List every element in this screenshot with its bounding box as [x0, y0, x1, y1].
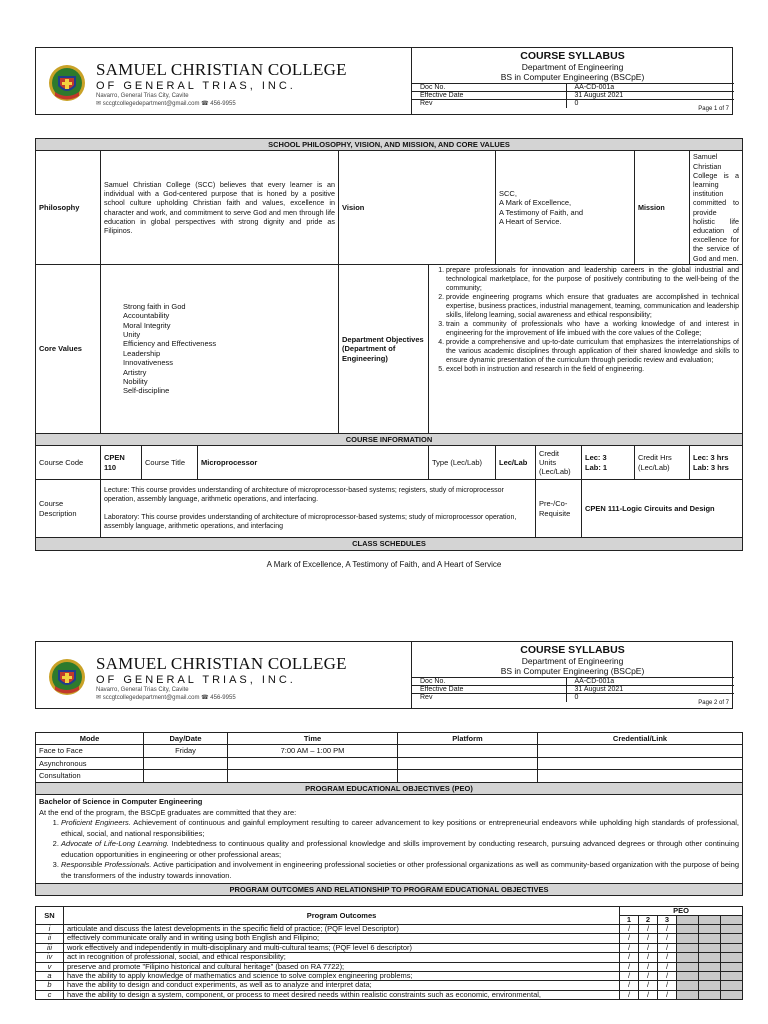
- blank-cell: [677, 916, 699, 925]
- effective-date-label: Effective Date: [412, 92, 566, 100]
- page-number: Page 2 of 7: [698, 700, 729, 706]
- program-name: BS in Computer Engineering (BSCpE): [500, 72, 645, 82]
- blank-cell: [677, 972, 699, 981]
- outcomes-table: [35, 906, 743, 1000]
- outcome-sn: b: [36, 981, 64, 990]
- peo-content: [36, 795, 743, 884]
- credit-units-lec: Lec: 3: [585, 453, 607, 463]
- course-code-label: Course Code: [36, 446, 101, 480]
- blank-cell: [721, 925, 743, 934]
- schedule-link: [538, 745, 743, 757]
- blank-cell: [721, 981, 743, 990]
- outcome-sn: v: [36, 962, 64, 971]
- effective-date-value: 31 August 2021: [566, 686, 734, 694]
- peo-mark: /: [620, 953, 639, 962]
- credit-units-lab: Lab: 1: [585, 462, 608, 472]
- philosophy-table: [35, 138, 743, 551]
- peo-program: Bachelor of Science in Computer Engineering: [39, 797, 203, 807]
- dept-objective: 5. excel both in instruction and research in the field of engineering.: [446, 365, 739, 374]
- outcomes-title: PROGRAM OUTCOMES AND RELATIONSHIP TO PROGRAM EDUCATIONAL OBJECTIVES: [36, 884, 743, 896]
- schedule-header: Time: [228, 733, 398, 745]
- table-row: [36, 990, 743, 999]
- rev-value: 0: [566, 694, 734, 702]
- course-description-label: Course Description: [36, 480, 101, 538]
- peo-item: [61, 860, 739, 881]
- blank-cell: [699, 934, 721, 943]
- course-title-label: Course Title: [142, 446, 198, 480]
- type-label: Type (Lec/Lab): [429, 446, 496, 480]
- peo-mark: /: [658, 962, 677, 971]
- peo-text: Active participation and involvement in engineering professional societies or other professional organizations as well as community-based organization with the purpose of being the transformers of the industry towards innovation.: [61, 860, 739, 880]
- peo-mark: /: [639, 953, 658, 962]
- peo-mark: /: [620, 972, 639, 981]
- department-name: Department of Engineering: [521, 656, 624, 666]
- type-value: Lec/Lab: [496, 446, 536, 480]
- doc-no-label: Doc No.: [412, 678, 566, 686]
- blank-cell: [699, 943, 721, 952]
- peo-mark: /: [620, 925, 639, 934]
- vision-line: A Mark of Excellence,: [499, 198, 572, 208]
- outcome-text: effectively communicate orally and in writing using both English and Filipino;: [64, 934, 620, 943]
- schedule-day: [144, 770, 228, 782]
- program-name: BS in Computer Engineering (BSCpE): [500, 666, 645, 676]
- core-value: Efficiency and Effectiveness: [123, 339, 217, 349]
- peo-mark: /: [620, 981, 639, 990]
- outcome-text: act in recognition of professional, social, and ethical responsibility;: [64, 953, 620, 962]
- schedule-mode: Asynchronous: [36, 757, 144, 769]
- rev-label: Rev: [412, 100, 566, 108]
- outcome-text: have the ability to apply knowledge of mathematics and science to solve complex engineering problems;: [64, 972, 620, 981]
- schedule-time: 7:00 AM – 1:00 PM: [228, 745, 398, 757]
- outcome-sn: a: [36, 972, 64, 981]
- peo-mark: /: [658, 972, 677, 981]
- peo-mark: /: [620, 990, 639, 999]
- blank-cell: [677, 934, 699, 943]
- blank-cell: [721, 972, 743, 981]
- blank-cell: [677, 990, 699, 999]
- blank-cell: [699, 916, 721, 925]
- blank-cell: [699, 953, 721, 962]
- table-row: [36, 770, 743, 782]
- peo-mark: /: [658, 990, 677, 999]
- blank-cell: [699, 972, 721, 981]
- peo-mark: /: [639, 972, 658, 981]
- course-info-title: COURSE INFORMATION: [36, 433, 743, 445]
- schedule-time: [228, 770, 398, 782]
- footer-motto: A Mark of Excellence, A Testimony of Faith, and A Heart of Service: [266, 560, 502, 569]
- vision-line: A Testimony of Faith, and: [499, 207, 584, 217]
- description-lab: Laboratory: This course provides understanding of architecture of microprocessor-based systems; study of microprocessor operation, assembly language, arithmetic operations, and interfacing: [104, 514, 517, 531]
- outcome-text: articulate and discuss the latest developments in the specific field of practice; (PQF level Descriptor): [64, 925, 620, 934]
- core-values-list: [101, 264, 339, 433]
- blank-cell: [721, 943, 743, 952]
- core-value: Nobility: [123, 377, 148, 387]
- course-title-value: Microprocessor: [198, 446, 429, 480]
- schedule-day: Friday: [144, 745, 228, 757]
- peo-mark: /: [658, 925, 677, 934]
- schedule-platform: [398, 745, 538, 757]
- philosophy-text: Samuel Christian College (SCC) believes that every learner is an individual with a God-centered purpose that is honed by a positive school culture upholding Christian faith and values, excellence in character and work, and commitment to serve God and men through life education in global perspectives with strong dignity and pride as Filipinos.: [101, 151, 339, 264]
- department-name: Department of Engineering: [521, 62, 624, 72]
- table-row: [36, 981, 743, 990]
- blank-cell: [677, 925, 699, 934]
- blank-cell: [721, 990, 743, 999]
- outcome-text: have the ability to design a system, component, or process to meet desired needs within realistic constraints such as economic, environmental,: [64, 990, 620, 999]
- blank-cell: [699, 990, 721, 999]
- mission-text: Samuel Christian College is a learning institution committed to provide holistic life education of excellence for the service of God and men.: [690, 151, 743, 264]
- schedule-link: [538, 770, 743, 782]
- outcome-sn: ii: [36, 934, 64, 943]
- peo-mark: /: [658, 934, 677, 943]
- credit-hrs-label: Credit Hrs (Lec/Lab): [635, 446, 690, 480]
- college-name: SAMUEL CHRISTIAN COLLEGE: [96, 654, 347, 673]
- college-contact: ✉ sccgtcollegedepartment@gmail.com ☎ 456-9955: [96, 101, 236, 107]
- outcome-sn: iv: [36, 953, 64, 962]
- doc-no-label: Doc No.: [412, 84, 566, 92]
- philosophy-section-title: SCHOOL PHILOSOPHY, VISION, AND MISSION, AND CORE VALUES: [36, 139, 743, 151]
- core-value: Self-discipline: [123, 386, 170, 396]
- dept-objective: 1. prepare professionals for innovation and leadership careers in the global industrial and technological marketplace, for the purpose of positively contributing to the well-being of the community;: [446, 266, 739, 293]
- outcome-sn: iii: [36, 943, 64, 952]
- page-number: Page 1 of 7: [698, 106, 729, 112]
- peo-mark: /: [620, 943, 639, 952]
- core-values-label: Core Values: [36, 264, 101, 433]
- course-description: [101, 480, 536, 538]
- peo-mark: /: [620, 962, 639, 971]
- schedule-header: Credential/Link: [538, 733, 743, 745]
- syllabus-title: COURSE SYLLABUS: [520, 50, 625, 62]
- peo-mark: /: [639, 981, 658, 990]
- outcome-text: have the ability to design and conduct experiments, as well as to analyze and interpret data;: [64, 981, 620, 990]
- core-value: Unity: [123, 330, 141, 340]
- schedule-mode: Consultation: [36, 770, 144, 782]
- peo-mark: /: [639, 925, 658, 934]
- page2-header: [35, 641, 733, 709]
- dept-objective: 3. train a community of professionals who have a working knowledge of and interest in engineering for the improvement of life imbued with the core values of the College;: [446, 320, 739, 338]
- outcome-sn: c: [36, 990, 64, 999]
- schedule-link: [538, 757, 743, 769]
- peo-col-header: 3: [658, 916, 677, 925]
- college-subtitle: OF GENERAL TRIAS, INC.: [96, 674, 296, 686]
- class-schedules-title: CLASS SCHEDULES: [36, 538, 743, 550]
- doc-no-value: AA-CD-001a: [566, 84, 734, 92]
- blank-cell: [699, 981, 721, 990]
- vision-line: SCC,: [499, 188, 517, 198]
- course-code-value: CPEN 110: [101, 446, 142, 480]
- credit-hrs-lab: Lab: 3 hrs: [693, 462, 729, 472]
- table-row: [36, 757, 743, 769]
- schedule-header: Platform: [398, 733, 538, 745]
- college-seal-icon: [48, 62, 86, 104]
- peo-text: Achievement of continuous and gainful employment resulting to career advancement to key positions or entrepreneurial endeavors while upholding high standards of professional, ethical, social, and national responsibilities;: [61, 818, 740, 838]
- college-address: Navarro, General Trias City, Cavite: [96, 687, 189, 693]
- syllabus-title: COURSE SYLLABUS: [520, 644, 625, 656]
- schedule-header: Day/Date: [144, 733, 228, 745]
- peo-col-header: 1: [620, 916, 639, 925]
- prerequisite-label: Pre-/Co-Requisite: [536, 480, 582, 538]
- college-seal-icon: [48, 656, 86, 698]
- blank-cell: [677, 953, 699, 962]
- prerequisite-value: CPEN 111-Logic Circuits and Design: [582, 480, 743, 538]
- blank-cell: [677, 943, 699, 952]
- peo-term: Advocate of Life-Long Learning.: [61, 839, 169, 849]
- blank-cell: [721, 934, 743, 943]
- schedule-header: Mode: [36, 733, 144, 745]
- vision-line: A Heart of Service.: [499, 217, 562, 227]
- table-row: [36, 745, 743, 757]
- peo-mark: /: [639, 934, 658, 943]
- credit-hrs-value: [690, 446, 743, 480]
- peo-mark: /: [639, 990, 658, 999]
- blank-cell: [721, 953, 743, 962]
- core-value: Moral Integrity: [123, 320, 171, 330]
- doc-no-value: AA-CD-001a: [566, 678, 734, 686]
- core-value: Innovativeness: [123, 358, 174, 368]
- doc-meta-table: [412, 677, 734, 702]
- syllabus-header-block: [411, 48, 733, 114]
- blank-cell: [699, 925, 721, 934]
- schedule-platform: [398, 757, 538, 769]
- rev-value: 0: [566, 100, 734, 108]
- peo-item: [61, 818, 739, 839]
- program-outcomes-header: Program Outcomes: [64, 907, 620, 925]
- peo-text: Indebtedness to continuous quality and professional knowledge and skills improvement by conducting research, pursuing advanced degrees or through other continuing education opportunities in engineering or other professional areas;: [61, 839, 739, 859]
- peo-term: Responsible Professionals.: [61, 860, 152, 870]
- core-value: Strong faith in God: [123, 301, 186, 311]
- peo-col-header: 2: [639, 916, 658, 925]
- schedule-time: [228, 757, 398, 769]
- blank-cell: [677, 981, 699, 990]
- schedule-mode: Face to Face: [36, 745, 144, 757]
- outcome-text: work effectively and independently in multi-disciplinary and multi-cultural teams; (PQF level 6 descriptor): [64, 943, 620, 952]
- outcome-text: preserve and promote "Filipino historical and cultural heritage" (based on RA 7722);: [64, 962, 620, 971]
- core-value: Leadership: [123, 348, 161, 358]
- credit-units-value: [582, 446, 635, 480]
- peo-term: Proficient Engineers.: [61, 818, 131, 828]
- rev-label: Rev: [412, 694, 566, 702]
- blank-cell: [721, 962, 743, 971]
- peo-mark: /: [639, 962, 658, 971]
- peo-title: PROGRAM EDUCATIONAL OBJECTIVES (PEO): [36, 782, 743, 794]
- core-value: Artistry: [123, 367, 147, 377]
- philosophy-label: Philosophy: [36, 151, 101, 264]
- peo-intro: At the end of the program, the BSCpE graduates are committed that they are:: [39, 807, 297, 817]
- schedule-day: [144, 757, 228, 769]
- vision-text: [496, 151, 635, 264]
- dept-objective: 2. provide engineering programs which ensure that graduates are accomplished in technical expertise, business practices, industrial management, teaming, communication and leadership skills, lifelong learning, social awareness and ethical responsibility;: [446, 293, 739, 320]
- blank-cell: [721, 916, 743, 925]
- effective-date-label: Effective Date: [412, 686, 566, 694]
- outcome-sn: i: [36, 925, 64, 934]
- description-lecture: Lecture: This course provides understanding of architecture of microprocessor-based systems; registers, study of microprocessor operation, assembly language, arithmetic operations, and interfacing.: [104, 487, 504, 504]
- blank-cell: [699, 962, 721, 971]
- vision-label: Vision: [339, 151, 496, 264]
- college-subtitle: OF GENERAL TRIAS, INC.: [96, 80, 296, 92]
- college-contact: ✉ sccgtcollegedepartment@gmail.com ☎ 456-9955: [96, 695, 236, 701]
- peo-mark: /: [658, 943, 677, 952]
- page1-header: [35, 47, 733, 115]
- table-row: [36, 934, 743, 943]
- blank-cell: [677, 962, 699, 971]
- dept-objectives-list: [429, 264, 743, 433]
- syllabus-header-block: [411, 642, 733, 708]
- dept-objectives-label: Department Objectives (Department of Engineering): [339, 264, 429, 433]
- college-address: Navarro, General Trias City, Cavite: [96, 93, 189, 99]
- peo-mark: /: [639, 943, 658, 952]
- peo-item: [61, 839, 739, 860]
- schedule-table: [35, 732, 743, 896]
- peo-header: PEO: [620, 907, 743, 916]
- peo-mark: /: [658, 981, 677, 990]
- schedule-platform: [398, 770, 538, 782]
- credit-hrs-lec: Lec: 3 hrs: [693, 453, 729, 463]
- table-row: [36, 953, 743, 962]
- dept-objective: 4. provide a comprehensive and up-to-date curriculum that emphasizes the interrelationships of the various academic disciplines through application of their shared knowledge and skills to ensure dynamic presentation of the curriculum through periodic review and evaluation;: [446, 338, 739, 365]
- sn-header: SN: [36, 907, 64, 925]
- mission-label: Mission: [635, 151, 690, 264]
- peo-mark: /: [658, 953, 677, 962]
- doc-meta-table: [412, 83, 734, 108]
- core-value: Accountability: [123, 311, 170, 321]
- college-name: SAMUEL CHRISTIAN COLLEGE: [96, 60, 347, 79]
- effective-date-value: 31 August 2021: [566, 92, 734, 100]
- peo-mark: /: [620, 934, 639, 943]
- credit-units-label: Credit Units (Lec/Lab): [536, 446, 582, 480]
